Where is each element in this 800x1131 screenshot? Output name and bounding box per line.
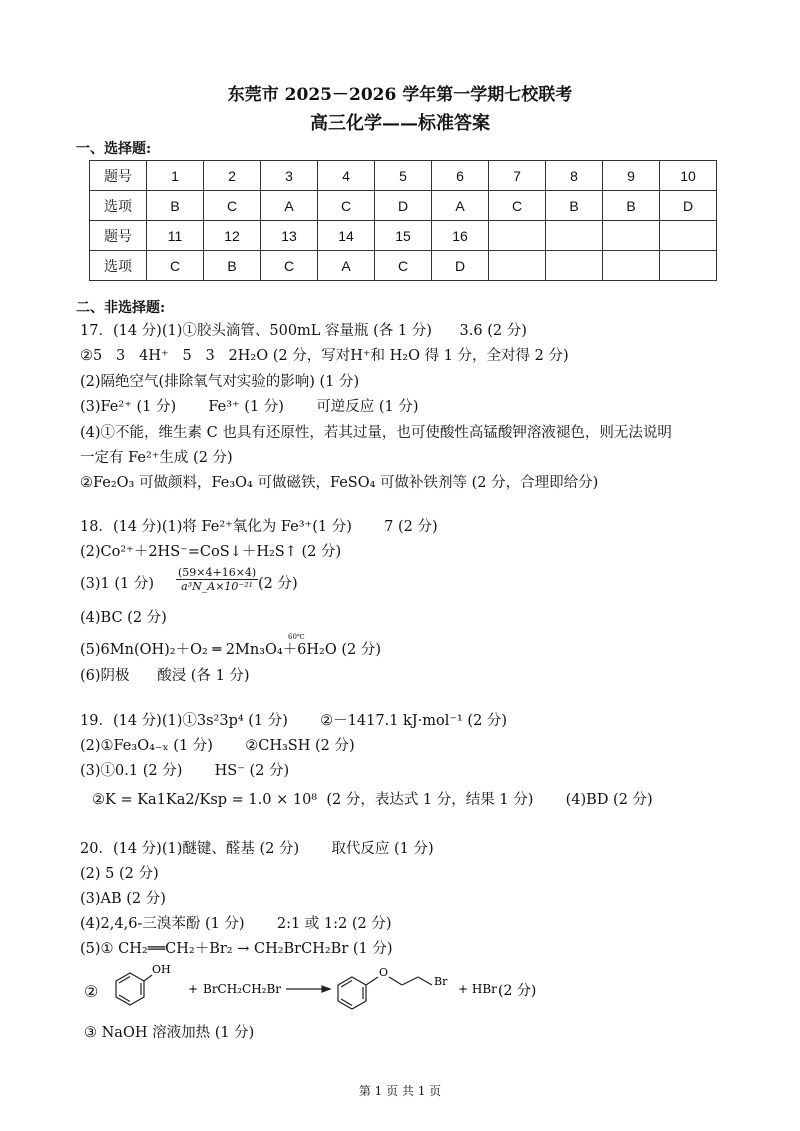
- section-heading-choice: 一、选择题:: [76, 141, 152, 157]
- oh-label: OH: [152, 963, 171, 976]
- scheme-mark: ②: [84, 982, 99, 1001]
- q17-line: 17．(14 分)(1)①胶头滴管、500mL 容量瓶 (各 1 分) 3.6 (2 分): [80, 323, 527, 339]
- q19-line: ②K = Ka1Ka2/Ksp = 1.0 × 10⁸ (2 分，表达式 1 分，结果 1 分) (4)BD (2 分): [92, 792, 653, 808]
- answer-cell: 6: [432, 161, 489, 191]
- table-row: [90, 191, 717, 221]
- q20-line: 20．(14 分)(1)醚键、醛基 (2 分) 取代反应 (1 分): [80, 841, 434, 857]
- row-header-cell: 题号: [90, 221, 147, 251]
- answer-cell: 4: [318, 161, 375, 191]
- q20-line: (5)① CH₂══CH₂＋Br₂ → CH₂BrCH₂Br (1 分): [80, 941, 393, 957]
- answer-cell: 3: [261, 161, 318, 191]
- q18-line: (2)Co²⁺＋2HS⁻=CoS↓＋H₂S↑ (2 分): [80, 544, 342, 560]
- q17-line: ②Fe₂O₃ 可做颜料，Fe₃O₄ 可做磁铁，FeSO₄ 可做补铁剂等 (2 分，合理即给分): [80, 475, 599, 491]
- page-title: 东莞市 2025－2026 学年第一学期七校联考: [227, 85, 573, 105]
- answer-cell: C: [489, 191, 546, 221]
- answer-cell: 11: [147, 221, 204, 251]
- answer-cell: 16: [432, 221, 489, 251]
- reagent-label: BrCH₂CH₂Br: [203, 982, 282, 996]
- q18-line: (6)阴极 酸浸 (各 1 分): [80, 668, 250, 684]
- fraction-denominator: a³N_A×10⁻²¹: [181, 580, 254, 593]
- reaction-condition: 60℃: [288, 633, 305, 641]
- q20-line: (3)AB (2 分): [80, 891, 166, 907]
- answer-cell: 15: [375, 221, 432, 251]
- q18-line: (2 分): [258, 576, 298, 592]
- product-structure: [338, 977, 432, 1009]
- row-header-cell: 选项: [90, 191, 147, 221]
- q19-line: 19．(14 分)(1)①3s²3p⁴ (1 分) ②－1417.1 kJ·mol⁻¹ (2 分): [80, 713, 508, 729]
- answer-cell: C: [318, 191, 375, 221]
- answer-cell: A: [261, 191, 318, 221]
- section-heading-nonchoice: 二、非选择题:: [76, 300, 166, 316]
- answer-cell: B: [147, 191, 204, 221]
- answer-cell: B: [603, 191, 660, 221]
- table-row: [90, 221, 717, 251]
- table-row: [90, 161, 717, 191]
- answer-table: [89, 160, 717, 281]
- answer-cell: 14: [318, 221, 375, 251]
- answer-cell: D: [375, 191, 432, 221]
- q17-line: (3)Fe²⁺ (1 分) Fe³⁺ (1 分) 可逆反应 (1 分): [80, 399, 419, 415]
- q20-line: (2) 5 (2 分): [80, 866, 159, 882]
- answer-cell: 13: [261, 221, 318, 251]
- answer-cell: 1: [147, 161, 204, 191]
- answer-cell: A: [432, 191, 489, 221]
- answer-cell: 8: [546, 161, 603, 191]
- q18-line: 18．(14 分)(1)将 Fe²⁺氧化为 Fe³⁺(1 分) 7 (2 分): [80, 519, 438, 535]
- row-header-cell: 题号: [90, 161, 147, 191]
- answer-cell: 9: [603, 161, 660, 191]
- answer-cell: [546, 221, 603, 251]
- page-footer: 第 1 页 共 1 页: [358, 1084, 442, 1098]
- q17-line: 一定有 Fe²⁺生成 (2 分): [80, 450, 233, 466]
- q17-line: ②5 3 4H⁺ 5 3 2H₂O (2 分，写对H⁺和 H₂O 得 1 分，全对得 2 分): [80, 348, 569, 364]
- scheme-score: (2 分): [498, 983, 537, 999]
- answer-cell: 5: [375, 161, 432, 191]
- answer-cell: [489, 251, 546, 281]
- q17-line: (2)隔绝空气(排除氧气对实验的影响) (1 分): [80, 374, 360, 390]
- q20-line: ③ NaOH 溶液加热 (1 分): [84, 1025, 255, 1041]
- answer-cell: D: [432, 251, 489, 281]
- answer-cell: D: [660, 191, 717, 221]
- oxygen-label: O: [379, 966, 389, 979]
- answer-cell: C: [375, 251, 432, 281]
- q17-line: (4)①不能，维生素 C 也具有还原性，若其过量，也可使酸性高锰酸钾溶液褪色，则无法说明: [80, 425, 672, 441]
- answer-cell: [660, 251, 717, 281]
- reaction-arrow: [286, 986, 330, 992]
- answer-cell: 2: [204, 161, 261, 191]
- q20-line: (4)2,4,6-三溴苯酚 (1 分) 2:1 或 1:2 (2 分): [80, 916, 392, 932]
- plus-sign: +: [188, 982, 199, 996]
- table-row: [90, 251, 717, 281]
- answer-cell: [660, 221, 717, 251]
- answer-cell: [546, 251, 603, 281]
- answer-cell: B: [546, 191, 603, 221]
- answer-cell: C: [204, 191, 261, 221]
- answer-cell: A: [318, 251, 375, 281]
- phenol-structure: [116, 973, 152, 1005]
- q19-line: (2)①Fe₃O₄₋ₓ (1 分) ②CH₃SH (2 分): [80, 738, 355, 754]
- page-subtitle: 高三化学——标准答案: [310, 113, 490, 134]
- bromine-label: Br: [434, 975, 448, 988]
- fraction-numerator: (59×4+16×4): [178, 566, 257, 579]
- answer-cell: C: [147, 251, 204, 281]
- answer-cell: [603, 251, 660, 281]
- answer-cell: [489, 221, 546, 251]
- q18-line: (3)1 (1 分): [80, 576, 155, 592]
- reaction-scheme: [100, 955, 550, 1015]
- answer-cell: B: [204, 251, 261, 281]
- answer-cell: 7: [489, 161, 546, 191]
- row-header-cell: 选项: [90, 251, 147, 281]
- answer-cell: 12: [204, 221, 261, 251]
- answer-cell: [603, 221, 660, 251]
- q18-line: (5)6Mn(OH)₂＋O₂ ═ 2Mn₃O₄＋6H₂O (2 分): [80, 642, 382, 658]
- q19-line: (3)①0.1 (2 分) HS⁻ (2 分): [80, 763, 290, 779]
- answer-cell: 10: [660, 161, 717, 191]
- hbr-label: + HBr: [458, 982, 497, 996]
- answer-cell: C: [261, 251, 318, 281]
- density-fraction: [176, 566, 258, 593]
- q18-line: (4)BC (2 分): [80, 610, 167, 626]
